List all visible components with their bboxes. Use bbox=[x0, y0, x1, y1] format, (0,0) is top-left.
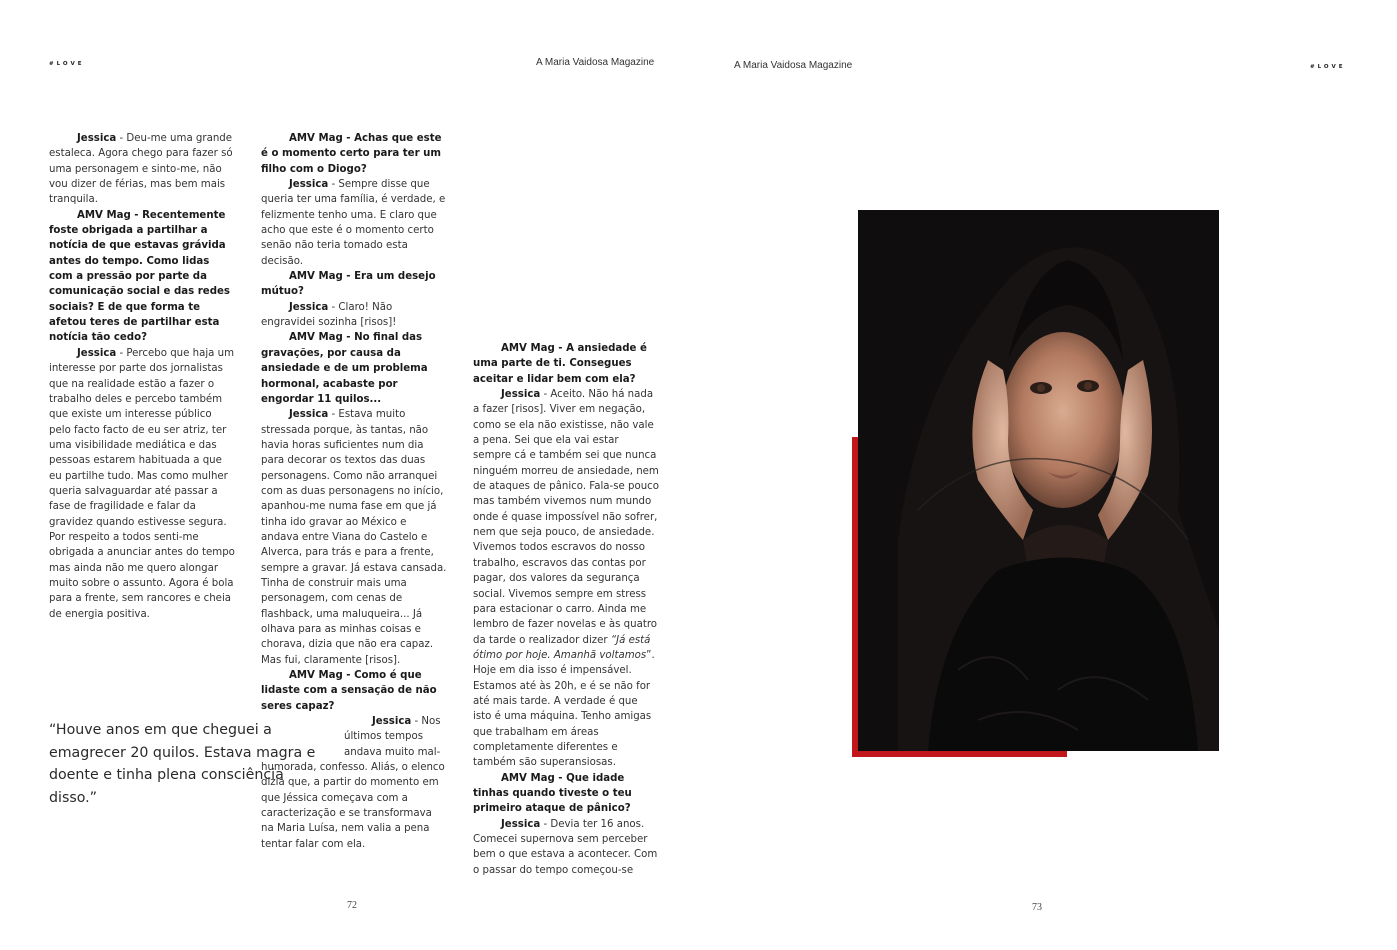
article-column-2 bbox=[261, 131, 447, 852]
page-number-right: 73 bbox=[1032, 902, 1042, 913]
question-text: AMV Mag - Era um desejo mútuo? bbox=[261, 271, 436, 298]
answer-text: - Devia ter 16 anos. Comecei supernova sem perceber bem o que estava a acontecer. Com o passar do tempo começou-se bbox=[473, 818, 658, 876]
answer-paragraph bbox=[473, 817, 659, 878]
article-column-3 bbox=[473, 341, 659, 878]
quote-wrap-spacer bbox=[261, 714, 344, 759]
article-column-1 bbox=[49, 131, 235, 622]
page-number-left: 72 bbox=[347, 900, 357, 911]
portrait-illustration bbox=[858, 210, 1219, 751]
answer-paragraph bbox=[473, 387, 659, 771]
pull-quote: “Houve anos em que cheguei a emagrecer 20 quilos. Estava magra e doente e tinha plena consciência disso.” bbox=[49, 722, 316, 806]
answer-text: - Sempre disse que queria ter uma família, é verdade, e felizmente tenho uma. E claro que acho que este é o momento certo senão não teria tomado esta decisão. bbox=[261, 179, 446, 267]
magazine-name-left: A Maria Vaidosa Magazine bbox=[536, 57, 655, 68]
speaker-name: Jessica bbox=[501, 818, 541, 830]
section-tag-left: #LOVE bbox=[49, 61, 85, 67]
answer-text: - Deu-me uma grande estaleca. Agora chego para fazer só uma personagem e sinto-me, não vou dizer de férias, mas bem mais tranquila. bbox=[49, 133, 233, 206]
answer-text: - Percebo que haja um interesse por parte dos jornalistas que na realidade estão a fazer o trabalho deles e percebo também que existe um interesse público pelo facto facto de eu ser atriz, ter uma visibilidade mediática e das pessoas estarem habituada a que eu partilhe tudo. Mas como mulher queria salvaguardar até passar a fase de fragilidade e falar da gravidez quando estivesse segura. Por respeito a todos senti-me obrigada a anunciar antes do tempo mas ainda não me quero alongar muito sobre o assunto. Agora é bola para a frente, sem rancores e cheia de energia positiva. bbox=[49, 347, 235, 620]
question-text: AMV Mag - Que idade tinhas quando tiveste o teu primeiro ataque de pânico? bbox=[473, 772, 632, 815]
answer-text: - Estava muito stressada porque, às tantas, não havia horas suficientes num dia para decorar os textos das duas personagens. Como não arranquei com as duas personagens no início, apanhou-me numa fase em que já tinha ido gravar ao México e andava entre Viana do Castelo e Alverca, para trás e para a frente, sempre a gravar. Já estava cansada. Tinha de construir mais uma personagem, com cenas de flashback, uma maluqueira... Já olhava para as minhas coisas e chorava, dizia que não era capaz. Mas fui, claramente [risos]. bbox=[261, 409, 447, 666]
answer-text: - Claro! Não engravidei sozinha [risos]! bbox=[261, 301, 397, 329]
answer-text: - Nos últimos tempos andava muito mal-humorada, confesso. Aliás, o elenco dizia que, a partir do momento em que Jéssica começava com a caracterização e se transformava na Maria Luísa, nem valia a pena tentar falar com ela. bbox=[261, 716, 445, 850]
answer-paragraph bbox=[49, 131, 235, 208]
magazine-name-right: A Maria Vaidosa Magazine bbox=[734, 60, 853, 71]
question-text: AMV Mag - Como é que lidaste com a sensação de não seres capaz? bbox=[261, 670, 437, 712]
question-text: AMV Mag - No final das gravações, por causa da ansiedade e de um problema hormonal, acabaste por engordar 11 quilos... bbox=[261, 332, 428, 405]
speaker-name: Jessica bbox=[372, 716, 412, 728]
speaker-name: Jessica bbox=[289, 301, 329, 313]
question-paragraph bbox=[261, 330, 447, 407]
answer-paragraph bbox=[261, 407, 447, 668]
speaker-name: Jessica bbox=[77, 133, 117, 144]
speaker-name: Jessica bbox=[289, 409, 329, 421]
question-paragraph bbox=[473, 771, 659, 817]
question-text: AMV Mag - Recentemente foste obrigada a partilhar a notícia de que estavas grávida antes do tempo. Como lidas com a pressão por parte da comunicação social e das redes sociais? E de que forma te afetou teres de partilhar esta notícia tão cedo? bbox=[49, 209, 230, 344]
question-text: AMV Mag - Achas que este é o momento certo para ter um filho com o Diogo? bbox=[261, 133, 442, 175]
answer-paragraph bbox=[261, 300, 447, 331]
answer-text: ”. Hoje em dia isso é impensável. Estamos até às 20h, e é se não for até mais tarde. A verdade é que isto é uma máquina. Tenho amigas que trabalham em áreas completamente diferentes e também são superansiosas. bbox=[473, 649, 655, 769]
section-tag-right: #LOVE bbox=[1310, 64, 1346, 70]
question-paragraph bbox=[261, 668, 447, 714]
answer-text: - Aceito. Não há nada a fazer [risos]. Viver em negação, como se ela não existisse, não vale a pena. Sei que ela vai estar sempre cá e também sei que nunca ninguém morreu de ansiedade, nem de ataques de pânico. Fala-se pouco mas também vivemos num mundo onde é quase impossível não sofrer, nem que seja pouco, de ansiedade. Vivemos todos escravos do nosso trabalho, escravos das contas por pagar, dos valores da segurança social. Vivemos sempre em stress para estacionar o carro. Ainda me lembro de fazer novelas e às quatro da tarde o realizador dizer bbox=[473, 389, 660, 646]
speaker-name: Jessica bbox=[77, 347, 117, 359]
quoted-speech: “Já está ótimo por hoje. Amanhã voltamos bbox=[473, 634, 651, 661]
speaker-name: Jessica bbox=[289, 179, 329, 191]
question-paragraph bbox=[261, 131, 447, 177]
question-paragraph bbox=[473, 341, 659, 387]
question-paragraph bbox=[49, 208, 235, 346]
answer-paragraph bbox=[261, 177, 447, 269]
speaker-name: Jessica bbox=[501, 389, 541, 401]
answer-paragraph bbox=[49, 346, 235, 622]
portrait-photo bbox=[858, 210, 1219, 751]
question-text: AMV Mag - A ansiedade é uma parte de ti. Consegues aceitar e lidar bem com ela? bbox=[473, 343, 647, 385]
question-paragraph bbox=[261, 269, 447, 300]
